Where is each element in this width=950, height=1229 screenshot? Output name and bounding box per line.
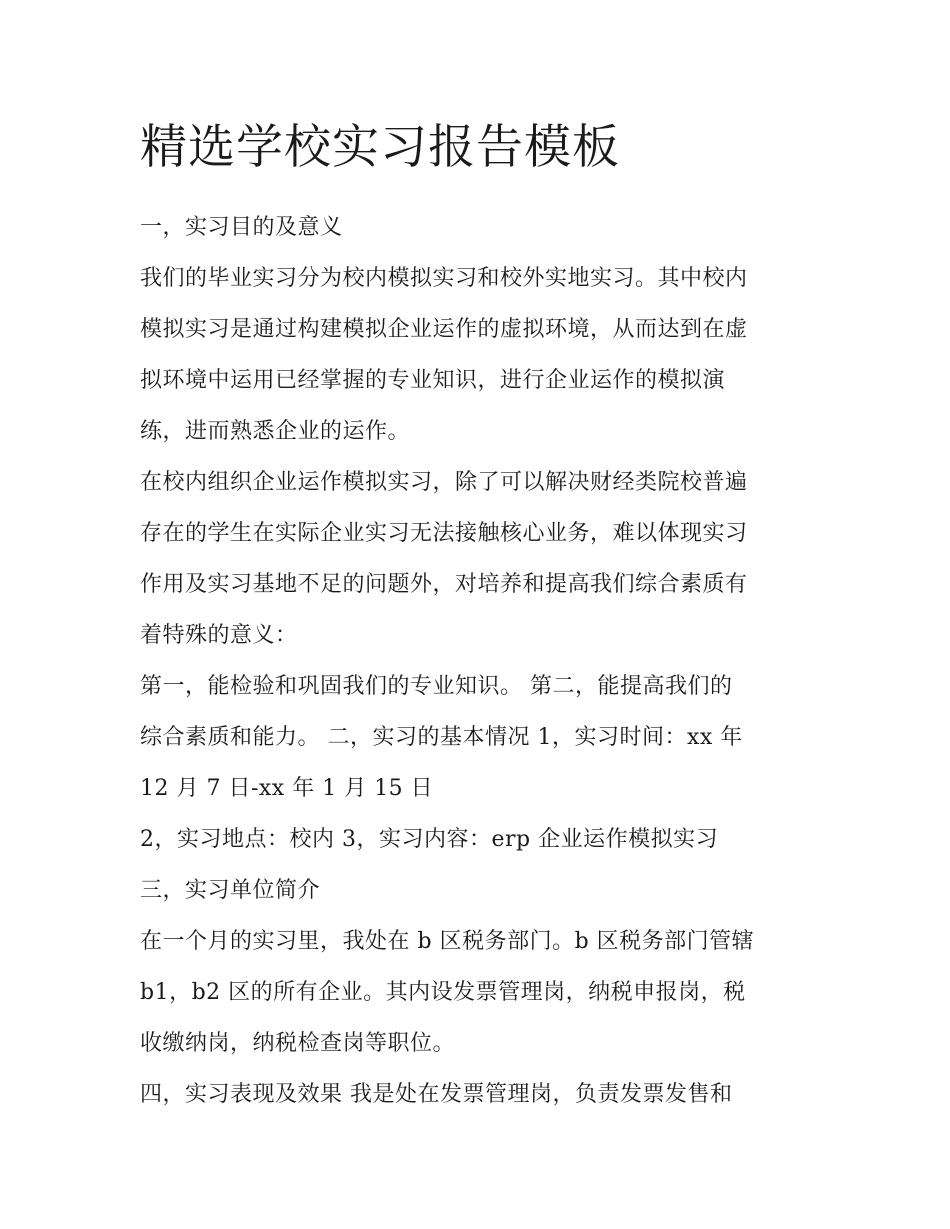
paragraph-performance (140, 1069, 820, 1120)
paragraph-significance (140, 457, 820, 661)
text-line: 12 月 7 日-xx 年 1 月 15 日 (140, 776, 434, 801)
text-line: 模拟实习是通过构建模拟企业运作的虚拟环境，从而达到在虚 (140, 317, 748, 342)
paragraph-unit-intro (140, 916, 820, 1069)
text-line: 拟环境中运用已经掌握的专业知识，进行企业运作的模拟演 (140, 368, 726, 393)
text-line: 作用及实习基地不足的问题外，对培养和提高我们综合素质有 (140, 572, 748, 597)
document-page (140, 118, 820, 1120)
text-line: 我们的毕业实习分为校内模拟实习和校外实地实习。其中校内 (140, 266, 748, 291)
text-line: 收缴纳岗，纳税检查岗等职位。 (140, 1031, 456, 1056)
paragraph-location-content (140, 814, 820, 865)
text-line: 四，实习表现及效果 我是处在发票管理岗，负责发票发售和 (140, 1082, 733, 1107)
text-line: 综合素质和能力。 二，实习的基本情况 1，实习时间：xx 年 (140, 725, 743, 750)
paragraph-benefits-and-time (140, 661, 820, 814)
paragraph-internship-types (140, 253, 820, 457)
text-line: 练，进而熟悉企业的运作。 (140, 419, 411, 444)
text-line: 着特殊的意义： (140, 623, 298, 648)
text-line: 在校内组织企业运作模拟实习，除了可以解决财经类院校普遍 (140, 470, 748, 495)
text-line: 三，实习单位简介 (140, 878, 321, 903)
page-title: 精选学校实习报告模板 (140, 120, 620, 175)
section-heading-purpose (140, 202, 820, 253)
text-line: 第一，能检验和巩固我们的专业知识。 第二，能提高我们的 (140, 674, 733, 699)
text-line: b1，b2 区的所有企业。其内设发票管理岗，纳税申报岗，税 (140, 980, 746, 1005)
text-line: 存在的学生在实际企业实习无法接触核心业务，难以体现实习 (140, 521, 748, 546)
section-heading-unit (140, 865, 820, 916)
text-line: 一，实习目的及意义 (140, 215, 343, 240)
text-line: 2，实习地点：校内 3，实习内容：erp 企业运作模拟实习 (140, 827, 719, 852)
text-line: 在一个月的实习里，我处在 b 区税务部门。b 区税务部门管辖 (140, 929, 755, 954)
